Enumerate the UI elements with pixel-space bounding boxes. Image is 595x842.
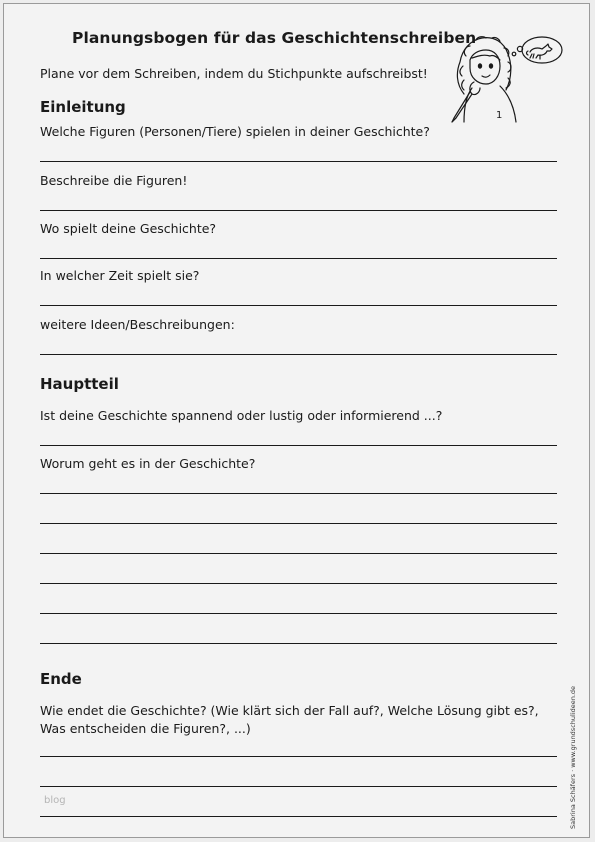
section-heading-hauptteil: Hauptteil: [40, 375, 119, 393]
question-worum: Worum geht es in der Geschichte?: [40, 456, 256, 471]
thinking-child-icon: [442, 32, 572, 124]
worksheet-page: [3, 3, 590, 838]
answer-line[interactable]: [40, 643, 557, 644]
answer-line[interactable]: [40, 786, 557, 787]
question-ideen: weitere Ideen/Beschreibungen:: [40, 317, 235, 332]
question-beschreibe: Beschreibe die Figuren!: [40, 173, 188, 188]
answer-line[interactable]: [40, 354, 557, 355]
question-art: Ist deine Geschichte spannend oder lustig oder informierend ...?: [40, 408, 443, 423]
illustration-number: 1: [496, 110, 503, 121]
answer-line[interactable]: [40, 258, 557, 259]
question-figuren: Welche Figuren (Personen/Tiere) spielen in deiner Geschichte?: [40, 124, 430, 139]
answer-line[interactable]: [40, 161, 557, 162]
answer-line[interactable]: [40, 445, 557, 446]
question-zeit: In welcher Zeit spielt sie?: [40, 268, 200, 283]
answer-line[interactable]: [40, 816, 557, 817]
answer-line[interactable]: [40, 305, 557, 306]
question-ende-line1: Wie endet die Geschichte? (Wie klärt sich der Fall auf?, Welche Lösung gibt es?,: [40, 703, 539, 718]
section-heading-ende: Ende: [40, 670, 82, 688]
page-title: Planungsbogen für das Geschichtenschreiben: [72, 29, 477, 47]
answer-line[interactable]: [40, 523, 557, 524]
intro-text: Plane vor dem Schreiben, indem du Stichpunkte aufschreibst!: [40, 66, 428, 81]
watermark: blog: [44, 795, 66, 806]
answer-line[interactable]: [40, 583, 557, 584]
answer-line[interactable]: [40, 613, 557, 614]
answer-line[interactable]: [40, 210, 557, 211]
section-heading-einleitung: Einleitung: [40, 98, 126, 116]
answer-line[interactable]: [40, 756, 557, 757]
author-credit: Sabrina Schäfers · www.grundschulideen.de: [569, 685, 577, 829]
question-ort: Wo spielt deine Geschichte?: [40, 221, 217, 236]
answer-line[interactable]: [40, 553, 557, 554]
question-ende-line2: Was entscheiden die Figuren?, ...): [40, 721, 251, 736]
answer-line[interactable]: [40, 493, 557, 494]
